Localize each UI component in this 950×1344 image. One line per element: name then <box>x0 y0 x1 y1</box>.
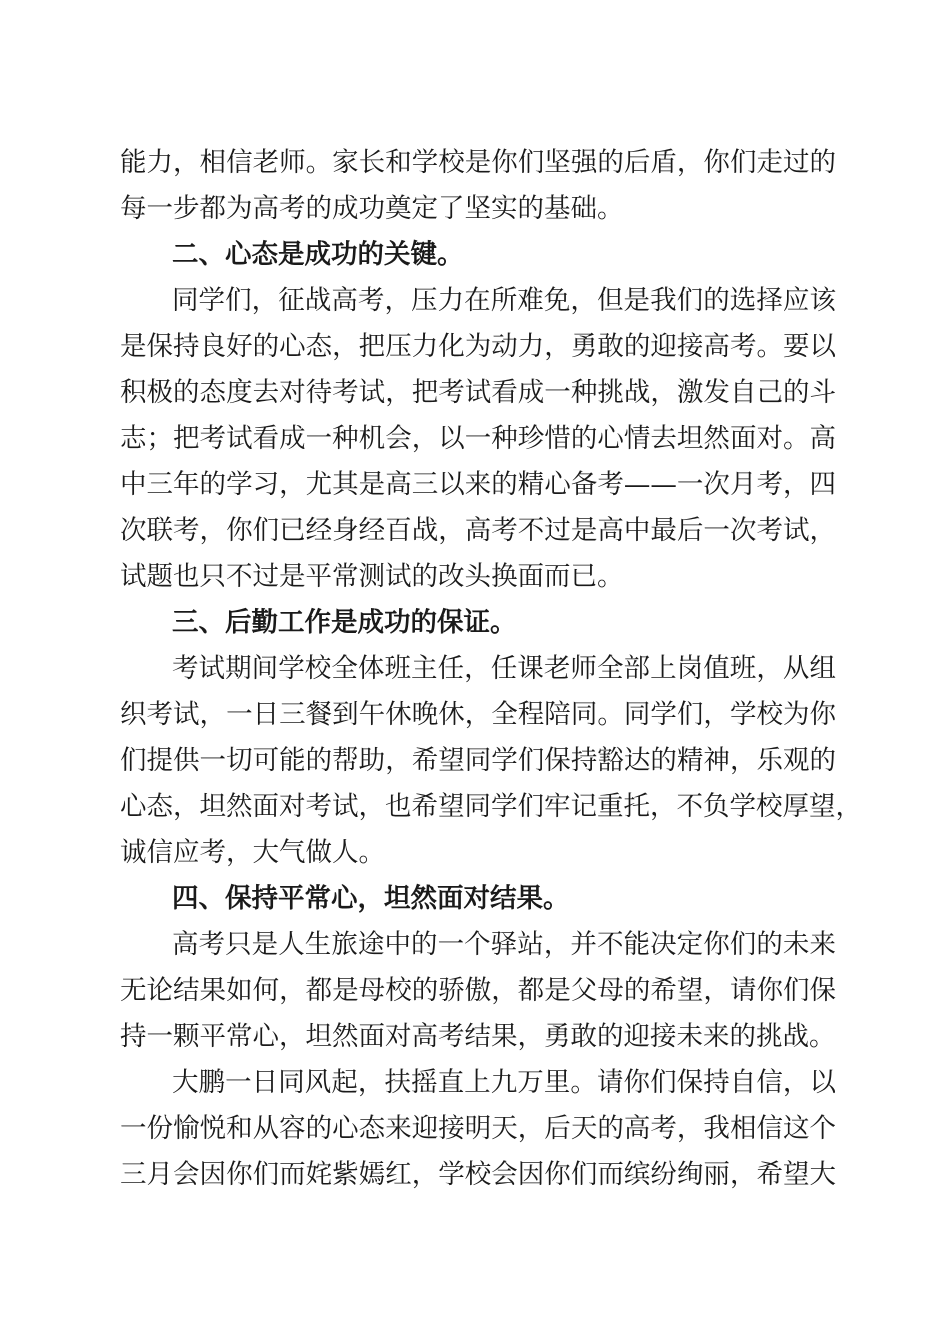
body-line: 志；把考试看成一种机会，以一种珍惜的心情去坦然面对。高 <box>120 423 836 454</box>
body-line: 一份愉悦和从容的心态来迎接明天，后天的高考，我相信这个 <box>120 1113 836 1144</box>
body-line: 高考只是人生旅途中的一个驿站，并不能决定你们的未来 <box>172 929 836 960</box>
body-line: 心态，坦然面对考试，也希望同学们牢记重托，不负学校厚望， <box>120 791 862 822</box>
body-line: 中三年的学习，尤其是高三以来的精心备考——一次月考，四 <box>120 469 836 500</box>
body-line: 是保持良好的心态，把压力化为动力，勇敢的迎接高考。要以 <box>120 331 836 362</box>
body-line: 试题也只不过是平常测试的改头换面而已。 <box>120 561 624 592</box>
body-line: 织考试，一日三餐到午休晚休，全程陪同。同学们，学校为你 <box>120 699 836 730</box>
body-line: 无论结果如何，都是母校的骄傲，都是父母的希望，请你们保 <box>120 975 836 1006</box>
body-line: 次联考，你们已经身经百战，高考不过是高中最后一次考试， <box>120 515 836 546</box>
section-heading-4: 四、保持平常心，坦然面对结果。 <box>172 883 570 914</box>
body-line: 大鹏一日同风起，扶摇直上九万里。请你们保持自信，以 <box>172 1067 836 1098</box>
section-heading-3: 三、后勤工作是成功的保证。 <box>172 607 517 638</box>
body-line: 三月会因你们而姹紫嫣红，学校会因你们而缤纷绚丽，希望大 <box>120 1159 836 1190</box>
body-line: 能力，相信老师。家长和学校是你们坚强的后盾，你们走过的 <box>120 147 836 178</box>
body-line: 们提供一切可能的帮助，希望同学们保持豁达的精神，乐观的 <box>120 745 836 776</box>
body-line: 诚信应考，大气做人。 <box>120 837 385 868</box>
body-line: 每一步都为高考的成功奠定了坚实的基础。 <box>120 193 624 224</box>
body-line: 持一颗平常心，坦然面对高考结果，勇敢的迎接未来的挑战。 <box>120 1021 836 1052</box>
body-line: 考试期间学校全体班主任，任课老师全部上岗值班，从组 <box>172 653 836 684</box>
section-heading-2: 二、心态是成功的关键。 <box>172 239 464 270</box>
body-line: 同学们，征战高考，压力在所难免，但是我们的选择应该 <box>172 285 836 316</box>
body-line: 积极的态度去对待考试，把考试看成一种挑战，激发自己的斗 <box>120 377 836 408</box>
